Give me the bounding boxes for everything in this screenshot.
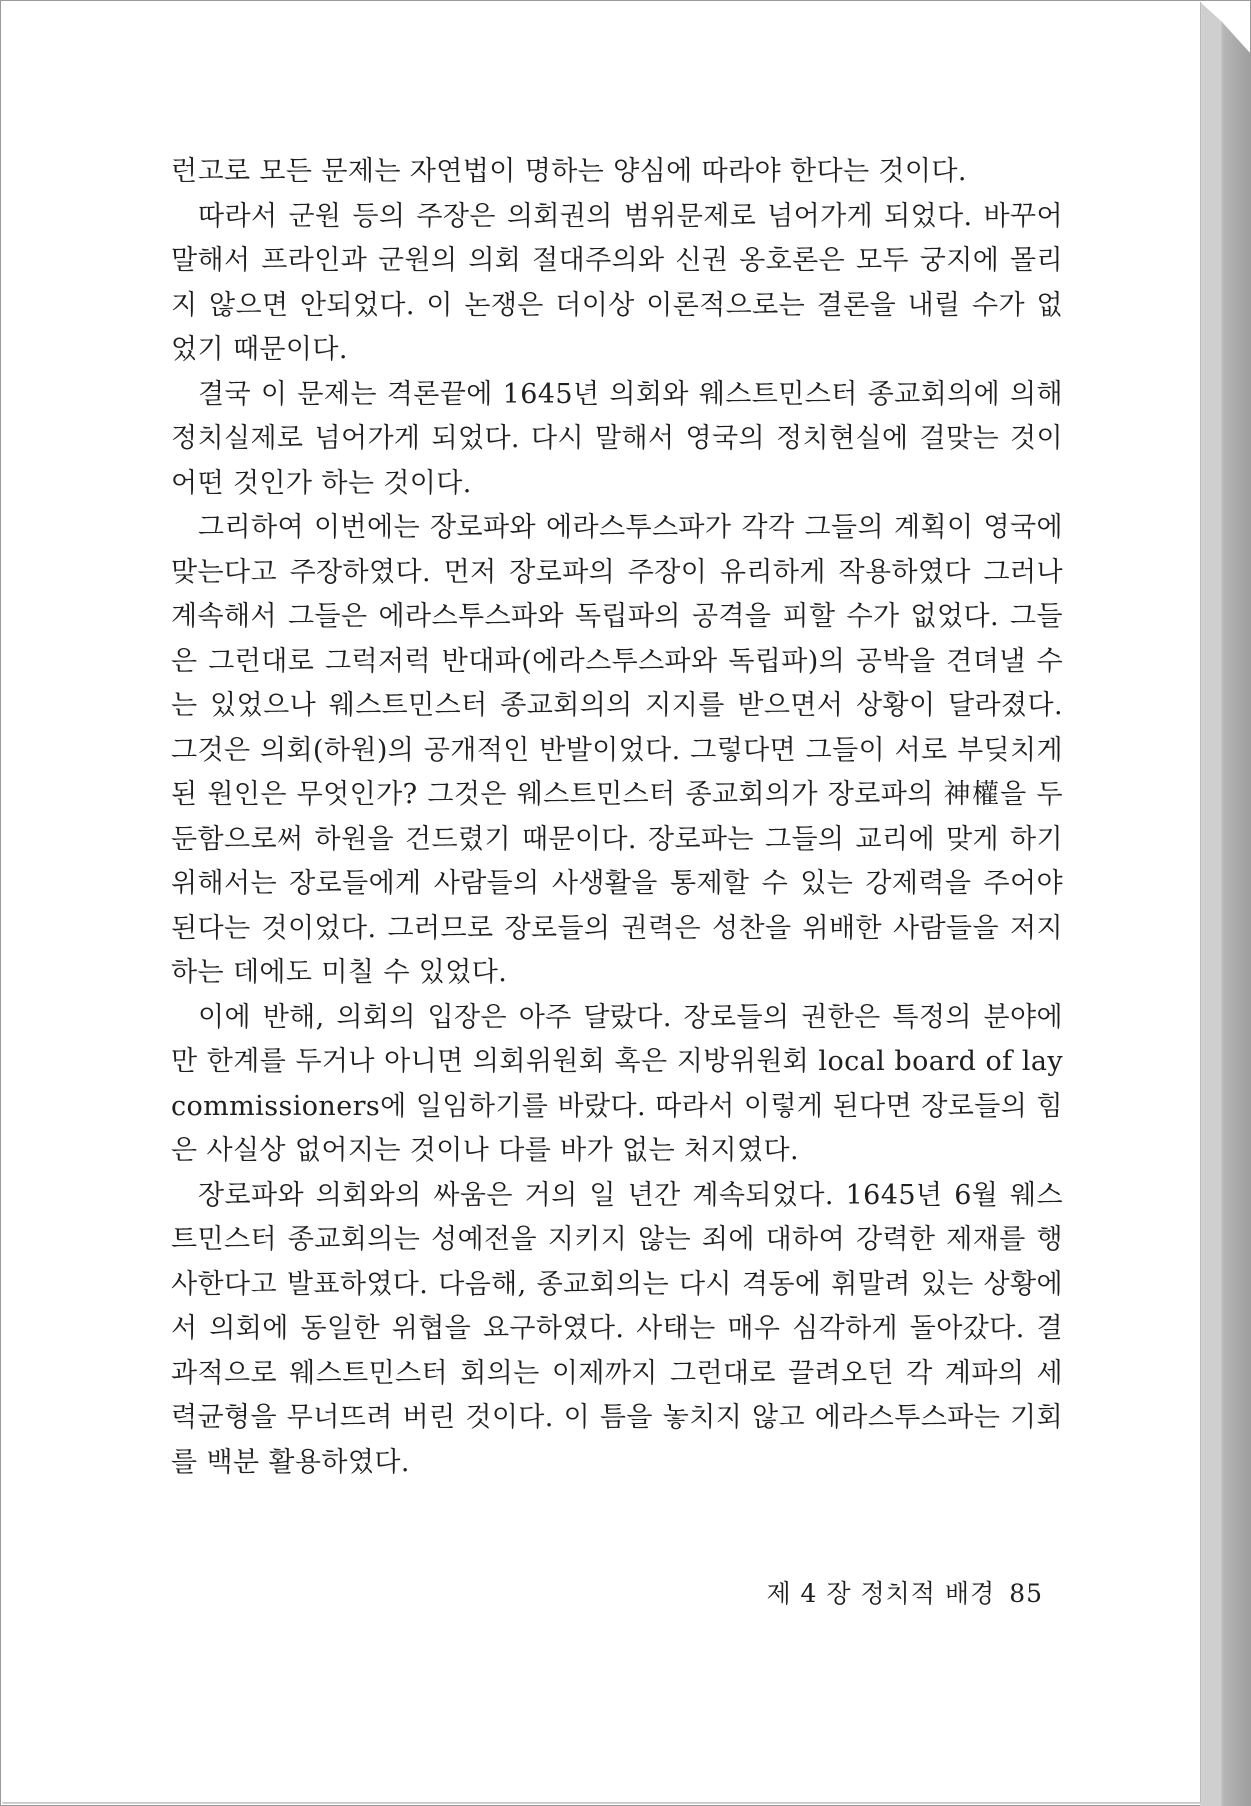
running-footer [766, 1574, 1043, 1610]
page-number: 85 [1009, 1579, 1043, 1608]
paragraph-1: 런고로 모든 문제는 자연법이 명하는 양심에 따라야 한다는 것이다. [171, 156, 967, 187]
paragraph-3: 결국 이 문제는 격론끝에 1645년 의회와 웨스트민스터 종교회의에 의해 정치실제로 넘어가게 되었다. 다시 말해서 영국의 정치현실에 걸맞는 것이 어떤 것인가 하는 것이다. [171, 378, 1063, 499]
chapter-title: 제 4 장 정치적 배경 [766, 1579, 996, 1608]
paragraph-6: 장로파와 의회와의 싸움은 거의 일 년간 계속되었다. 1645년 6월 웨스트민스터 종교회의는 성예전을 지키지 않는 죄에 대하여 강력한 제재를 행사한다고 발표하였다. 다음해, 종교회의는 다시 격동에 휘말려 있는 상황에서 의회에 동일한 위협을 요구하였다. 사태는 매우 심각하게 돌아갔다. 결과적으로 웨스트민스터 회의는 이제까지 그런대로 끌려오던 각 계파의 세력균형을 무너뜨려 버린 것이다. 이 틈을 놓치지 않고 에라스투스파는 기회를 백분 활용하였다. [171, 1179, 1063, 1478]
paragraph-4: 그리하여 이번에는 장로파와 에라스투스파가 각각 그들의 계획이 영국에 맞는다고 주장하였다. 먼저 장로파의 주장이 유리하게 작용하였다 그러나 계속해서 그들은 에라스투스파와 독립파의 공격을 피할 수가 없었다. 그들은 그런대로 그럭저럭 반대파(에라스투스파와 독립파)의 공박을 견뎌낼 수는 있었으나 웨스트민스터 종교회의의 지지를 받으면서 상황이 달라졌다. 그것은 의회(하원)의 공개적인 반발이었다. 그렇다면 그들이 서로 부딪치게 된 원인은 무엇인가? 그것은 웨스트민스터 종교회의가 장로파의 神權을 두둔함으로써 하원을 건드렸기 때문이다. 장로파는 그들의 교리에 맞게 하기 위해서는 장로들에게 사람들의 사생활을 통제할 수 있는 강제력을 주어야 된다는 것이었다. 그러므로 장로들의 권력은 성찬을 위배한 사람들을 저지하는 데에도 미칠 수 있었다. [171, 512, 1063, 988]
paragraph-2: 따라서 군원 등의 주장은 의회권의 범위문제로 넘어가게 되었다. 바꾸어 말해서 프라인과 군원의 의회 절대주의와 신권 옹호론은 모두 궁지에 몰리지 않으면 안되었다. 이 논쟁은 더이상 이론적으로는 결론을 내릴 수가 없었기 때문이다. [171, 200, 1063, 365]
page-edge-shading [1200, 0, 1251, 1806]
body-text [171, 150, 1063, 1485]
paragraph-5: 이에 반해, 의회의 입장은 아주 달랐다. 장로들의 권한은 특정의 분야에만 한계를 두거나 아니면 의회위원회 혹은 지방위원회 local board of lay commissioners에 일임하기를 바랐다. 따라서 이렇게 된다면 장로들의 힘은 사실상 없어지는 것이나 다를 바가 없는 처지였다. [171, 1001, 1063, 1166]
